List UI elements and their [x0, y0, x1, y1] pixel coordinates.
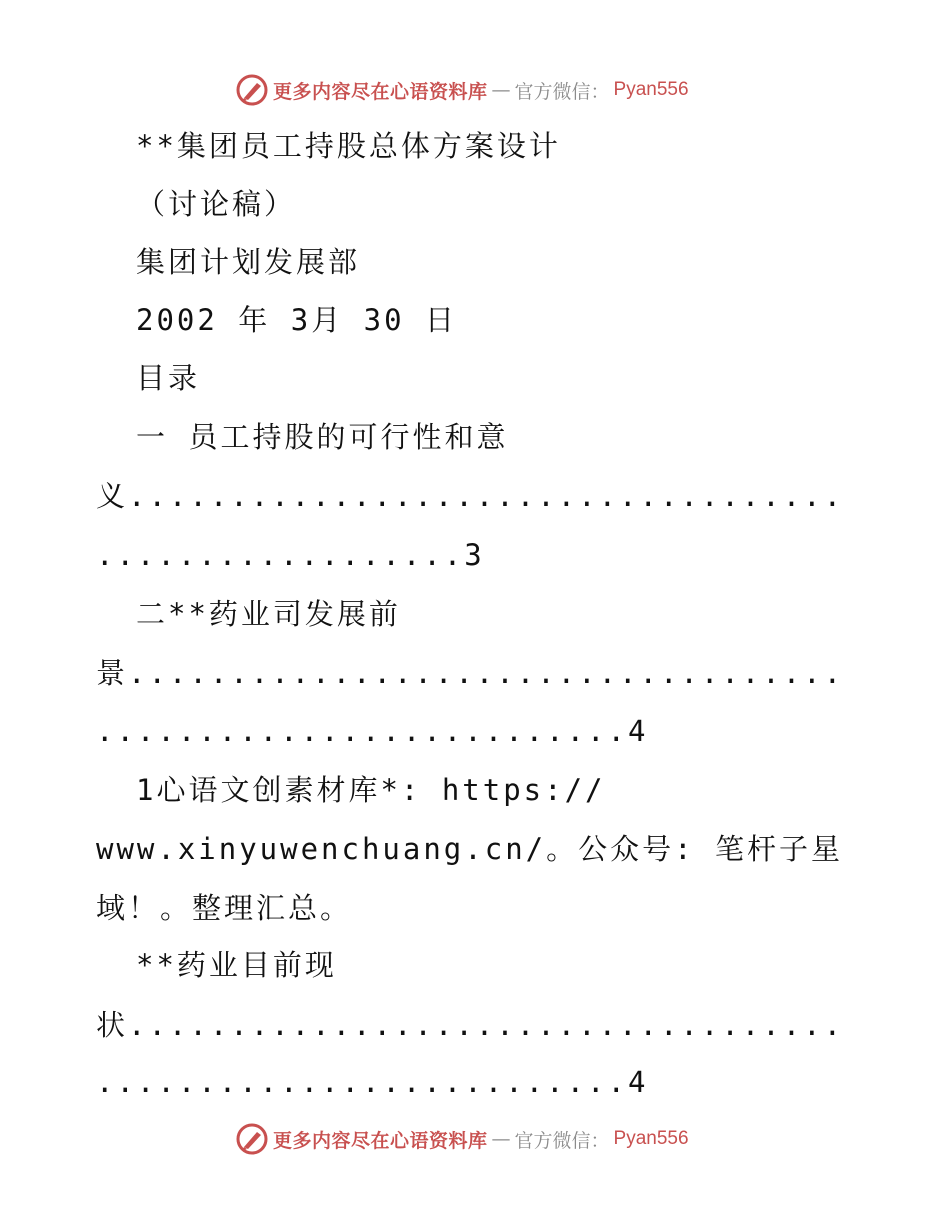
banner-dash: —: [491, 79, 511, 101]
toc-entry-3-leader: 状...................................: [96, 1008, 845, 1042]
banner-wechat-id: Pyan556: [613, 79, 689, 100]
watermark-line-2: www.xinyuwenchuang.cn/。公众号: 笔杆子星: [96, 832, 844, 866]
banner-main-text: 更多内容尽在心语资料库: [273, 80, 488, 103]
banner-wechat-label: 官方微信：: [514, 1129, 610, 1152]
document-subtitle: （讨论稿）: [136, 187, 297, 221]
toc-entry-2-leader: 景...................................: [96, 656, 845, 690]
footer-watermark-banner: [235, 1121, 689, 1157]
toc-heading: 目录: [136, 361, 201, 395]
document-date: 2002 年 3月 30 日: [136, 303, 458, 337]
toc-entry-3-page: ..........................4: [96, 1065, 649, 1099]
watermark-line-3: 域！。整理汇总。: [96, 891, 353, 925]
toc-entry-1-leader: 义...................................: [96, 479, 845, 513]
document-title: **集团员工持股总体方案设计: [136, 129, 561, 163]
banner-wechat-id: Pyan556: [613, 1128, 689, 1149]
banner-wechat-label: 官方微信：: [514, 80, 610, 103]
department-name: 集团计划发展部: [136, 245, 361, 279]
banner-dash: —: [491, 1128, 511, 1150]
toc-entry-3-title: **药业目前现: [136, 948, 337, 982]
pen-circle-logo-icon: [235, 1122, 269, 1156]
header-watermark-banner: [235, 72, 689, 108]
watermark-line-1: 1心语文创素材库*: https://: [136, 773, 606, 807]
toc-entry-2-page: ..........................4: [96, 714, 649, 748]
toc-entry-1-title: 一 员工持股的可行性和意: [136, 420, 509, 454]
toc-entry-1-page: ..................3: [96, 538, 485, 572]
pen-circle-logo-icon: [235, 73, 269, 107]
toc-entry-2-title: 二**药业司发展前: [136, 597, 401, 631]
banner-main-text: 更多内容尽在心语资料库: [273, 1129, 488, 1152]
